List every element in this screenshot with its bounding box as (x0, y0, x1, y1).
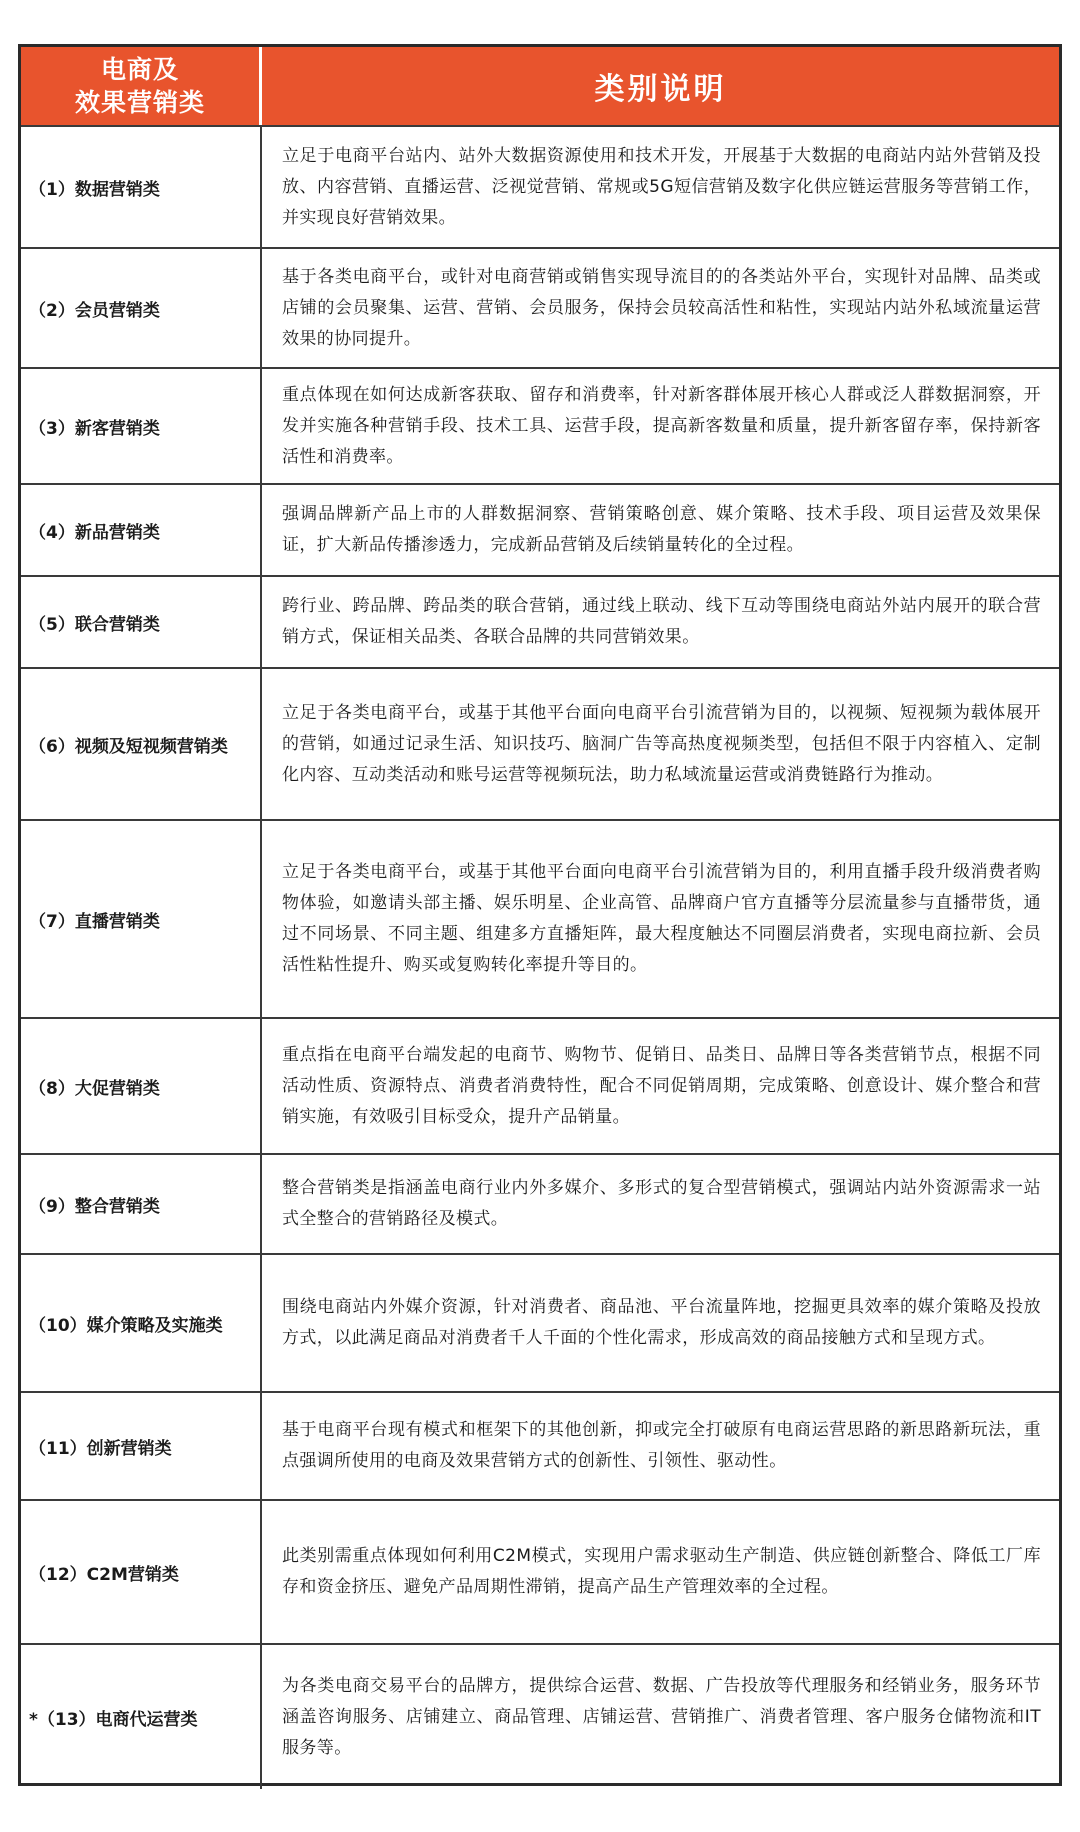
row-category: （4）新品营销类 (21, 483, 262, 575)
row-description: 重点体现在如何达成新客获取、留存和消费率，针对新客群体展开核心人群或泛人群数据洞察，开发并实施各种营销手段、技术工具、运营手段，提高新客数量和质量，提升新客留存率，保持新客活性和消费率。 (262, 367, 1059, 483)
row-category: （8）大促营销类 (21, 1017, 262, 1153)
header-description-column: 类别说明 (262, 47, 1059, 125)
row-description: 立足于各类电商平台，或基于其他平台面向电商平台引流营销为目的，利用直播手段升级消费者购物体验，如邀请头部主播、娱乐明星、企业高管、品牌商户官方直播等分层流量参与直播带货，通过不同场景、不同主题、组建多方直播矩阵，最大程度触达不同圈层消费者，实现电商拉新、会员活性粘性提升、购买或复购转化率提升等目的。 (262, 819, 1059, 1017)
row-category: （10）媒介策略及实施类 (21, 1253, 262, 1391)
row-category: （6）视频及短视频营销类 (21, 667, 262, 819)
category-table (18, 44, 1062, 1786)
row-category: （2）会员营销类 (21, 247, 262, 367)
row-description: 跨行业、跨品牌、跨品类的联合营销，通过线上联动、线下互动等围绕电商站外站内展开的联合营销方式，保证相关品类、各联合品牌的共同营销效果。 (262, 575, 1059, 667)
row-description: 围绕电商站内外媒介资源，针对消费者、商品池、平台流量阵地，挖掘更具效率的媒介策略及投放方式，以此满足商品对消费者千人千面的个性化需求，形成高效的商品接触方式和呈现方式。 (262, 1253, 1059, 1391)
header-category-column: 电商及 效果营销类 (21, 47, 262, 125)
row-category: （3）新客营销类 (21, 367, 262, 483)
row-description: 为各类电商交易平台的品牌方，提供综合运营、数据、广告投放等代理服务和经销业务，服务环节涵盖咨询服务、店铺建立、商品管理、店铺运营、营销推广、消费者管理、客户服务仓储物流和IT服务等。 (262, 1643, 1059, 1789)
row-description: 强调品牌新产品上市的人群数据洞察、营销策略创意、媒介策略、技术手段、项目运营及效果保证，扩大新品传播渗透力，完成新品营销及后续销量转化的全过程。 (262, 483, 1059, 575)
row-category: （9）整合营销类 (21, 1153, 262, 1253)
row-category: （11）创新营销类 (21, 1391, 262, 1499)
row-description: 立足于电商平台站内、站外大数据资源使用和技术开发，开展基于大数据的电商站内站外营销及投放、内容营销、直播运营、泛视觉营销、常规或5G短信营销及数字化供应链运营服务等营销工作，并实现良好营销效果。 (262, 125, 1059, 247)
row-category: （1）数据营销类 (21, 125, 262, 247)
row-description: 整合营销类是指涵盖电商行业内外多媒介、多形式的复合型营销模式，强调站内站外资源需求一站式全整合的营销路径及模式。 (262, 1153, 1059, 1253)
row-description: 基于各类电商平台，或针对电商营销或销售实现导流目的的各类站外平台，实现针对品牌、品类或店铺的会员聚集、运营、营销、会员服务，保持会员较高活性和粘性，实现站内站外私域流量运营效果的协同提升。 (262, 247, 1059, 367)
row-category: （5）联合营销类 (21, 575, 262, 667)
row-description: 基于电商平台现有模式和框架下的其他创新，抑或完全打破原有电商运营思路的新思路新玩法，重点强调所使用的电商及效果营销方式的创新性、引领性、驱动性。 (262, 1391, 1059, 1499)
row-category: *（13）电商代运营类 (21, 1643, 262, 1789)
row-description: 重点指在电商平台端发起的电商节、购物节、促销日、品类日、品牌日等各类营销节点，根据不同活动性质、资源特点、消费者消费特性，配合不同促销周期，完成策略、创意设计、媒介整合和营销实施，有效吸引目标受众，提升产品销量。 (262, 1017, 1059, 1153)
row-description: 此类别需重点体现如何利用C2M模式，实现用户需求驱动生产制造、供应链创新整合、降低工厂库存和资金挤压、避免产品周期性滞销，提高产品生产管理效率的全过程。 (262, 1499, 1059, 1643)
row-description: 立足于各类电商平台，或基于其他平台面向电商平台引流营销为目的，以视频、短视频为载体展开的营销，如通过记录生活、知识技巧、脑洞广告等高热度视频类型，包括但不限于内容植入、定制化内容、互动类活动和账号运营等视频玩法，助力私域流量运营或消费链路行为推动。 (262, 667, 1059, 819)
row-category: （12）C2M营销类 (21, 1499, 262, 1643)
row-category: （7）直播营销类 (21, 819, 262, 1017)
